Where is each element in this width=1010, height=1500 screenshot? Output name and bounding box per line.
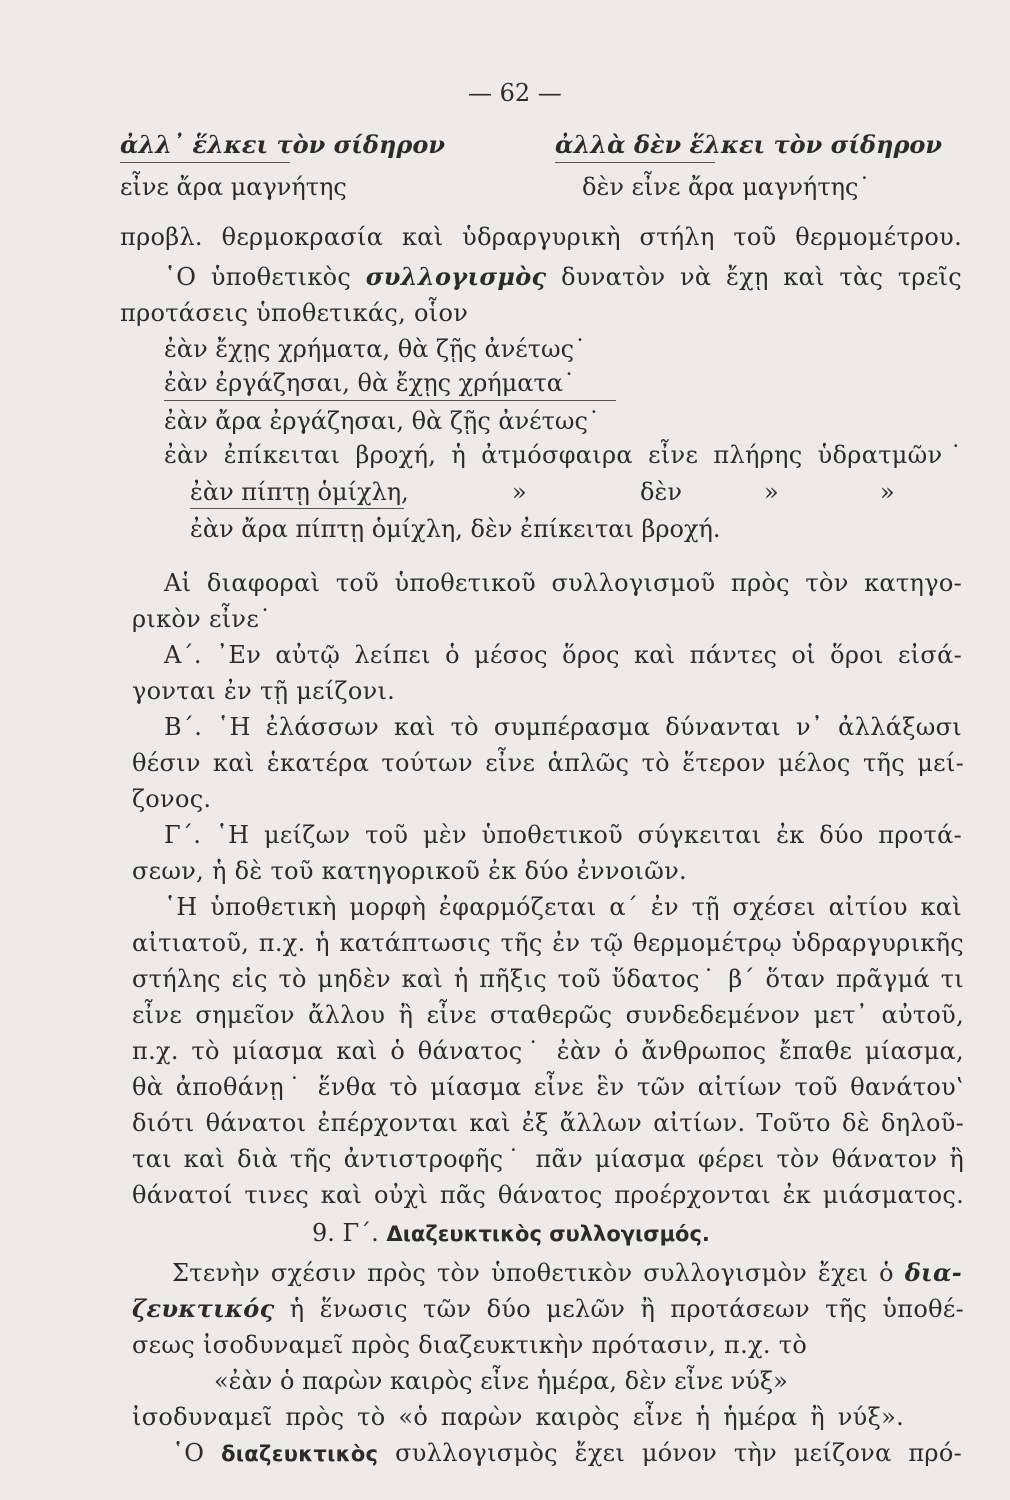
ditto-mark-2: » [764,478,779,506]
body-line: π.χ. τὸ μίασμα καὶ ὁ θάνατος˙ ἐὰν ὁ ἄνθρωπος ἔπαθε μίασμα, [132,1037,964,1065]
intro-line-2: προτάσεις ὑποθετικάς, οἷον [120,299,469,327]
right-rule [555,162,715,163]
body-line: εἶνε σημεῖον ἄλλου ἢ εἶνε σταθερῶς συνδεδεμένον μετ᾽ αὐτοῦ, [132,1001,964,1029]
term-zeuktikos: ζευκτικός [132,1294,275,1323]
body-line: ται καὶ διὰ τῆς ἀντιστροφῆς˙ πᾶν μίασμα φέρει τὸν θάνατον ἢ [132,1145,964,1173]
body-line: Αἱ διαφοραὶ τοῦ ὑποθετικοῦ συλλογισμοῦ πρὸς τὸν κατηγο- [164,569,962,597]
body-line: διότι θάνατοι ἐπέρχονται καὶ ἐξ ἄλλων αἰτίων. Τοῦτο δὲ δηλοῦ- [132,1109,964,1137]
example2-rule [190,508,404,509]
example1-line1: ἐὰν ἔχῃς χρήματα, θὰ ζῇς ἀνέτως˙ [164,335,587,363]
term-syllogismos: συλλογισμὸς [365,262,547,291]
right-premise: ἀλλὰ δὲν ἕλκει τὸν σίδηρον [555,130,943,159]
body-line: ρικὸν εἶνε˙ [132,605,272,633]
body-line: ζονος. [132,785,212,813]
section-line-2: ζευκτικός ἡ ἕνωσις τῶν δύο μελῶν ἢ προτάσεων τῆς ὑποθέ- [132,1294,964,1323]
ditto-mark-3: » [880,478,895,506]
left-rule [120,162,290,163]
section-line-3: σεως ἰσοδυναμεῖ πρὸς διαζευκτικὴν πρότασιν, π.χ. τὸ [132,1331,808,1359]
ditto-mark-1: » [512,478,527,506]
section-line-4: «ἐὰν ὁ παρὼν καιρὸς εἶνε ἡμέρα, δὲν εἶνε νύξ» [214,1367,788,1395]
body-line: Γ΄. ῾Η μείζων τοῦ μὲν ὑποθετικοῦ σύγκειται ἐκ δύο προτά- [164,821,962,849]
compare-line: προβλ. θερμοκρασία καὶ ὑδραργυρικὴ στήλη τοῦ θερμομέτρου. [120,223,962,251]
example2-line1: ἐὰν ἐπίκειται βροχή, ἡ ἀτμόσφαιρα εἶνε πλήρης ὑδρατμῶν˙ [164,441,962,469]
example2-den: δὲν [640,478,682,506]
body-line: θάνατοί τινες καὶ οὐχὶ πᾶς θάνατος προέρχονται ἐκ μιάσματος. [132,1181,964,1209]
body-line: αἰτιατοῦ, π.χ. ἡ κατάπτωσις τῆς ἐν τῷ θερμομέτρῳ ὑδραργυρικῆς [132,929,964,957]
body-line: στήλης εἰς τὸ μηδὲν καὶ ἡ πῆξις τοῦ ὕδατος˙ β΄ ὅταν πρᾶγμά τι [132,965,964,993]
right-conclusion: δὲν εἶνε ἄρα μαγνήτης˙ [582,173,871,201]
term-dia: δια- [904,1258,963,1287]
example1-line2: ἐὰν ἐργάζησαι, θὰ ἔχῃς χρήματα˙ [164,369,575,397]
term-diazeuktikos: διαζευκτικὸς [221,1442,379,1466]
example1-rule [164,400,616,401]
section-line-5: ἰσοδυναμεῖ πρὸς τὸ «ὁ παρὼν καιρὸς εἶνε ἡ ἡμέρα ἢ νύξ». [132,1403,904,1431]
example2-line3: ἐὰν ἄρα πίπτῃ ὁμίχλη, δὲν ἐπίκειται βροχή. [190,515,721,543]
body-line: θὰ ἀποθάνῃ˙ ἕνθα τὸ μίασμα εἶνε ἓν τῶν αἰτίων τοῦ θανάτου‛ [132,1073,964,1101]
left-conclusion: εἶνε ἄρα μαγνήτης [120,173,347,201]
body-line: Β΄. ῾Η ἐλάσσων καὶ τὸ συμπέρασμα δύνανται ν᾽ ἀλλάξωσι [164,713,962,741]
body-line: θέσιν καὶ ἑκατέρα τούτων εἶνε ἁπλῶς τὸ ἕτερον μέλος τῆς μεί- [132,749,964,777]
section-line-6: ῾Ο διαζευκτικὸς συλλογισμὸς ἔχει μόνον τὴν μείζονα πρό- [172,1439,963,1467]
body-line: ῾Η ὑποθετικὴ μορφὴ ἐφαρμόζεται α΄ ἐν τῇ σχέσει αἰτίου καὶ [164,893,962,921]
section-line-1: Στενὴν σχέσιν πρὸς τὸν ὑποθετικὸν συλλογισμὸν ἔχει ὁ δια- [172,1258,963,1287]
section-heading: 9. Γ΄. Διαζευκτικὸς συλλογισμός. [312,1219,710,1247]
body-line: γονται ἐν τῇ μείζονι. [132,677,396,705]
intro-line-1: ῾Ο ὑποθετικὸς συλλογισμὸς δυνατὸν νὰ ἔχῃ καὶ τὰς τρεῖς [164,262,963,291]
page-number: — 62 — [468,79,562,107]
left-premise: ἀλλ᾽ ἕλκει τὸν σίδηρον [120,130,445,159]
body-line: σεων, ἡ δὲ τοῦ κατηγορικοῦ ἐκ δύο ἐννοιῶν. [132,857,687,885]
example2-line2: ἐὰν πίπτῃ ὁμίχλη, [190,478,409,506]
example1-line3: ἐὰν ἄρα ἐργάζησαι, θὰ ζῇς ἀνέτως˙ [164,407,600,435]
body-line: Α΄. ᾽Εν αὐτῷ λείπει ὁ μέσος ὅρος καὶ πάντες οἱ ὅροι εἰσά- [164,641,962,669]
